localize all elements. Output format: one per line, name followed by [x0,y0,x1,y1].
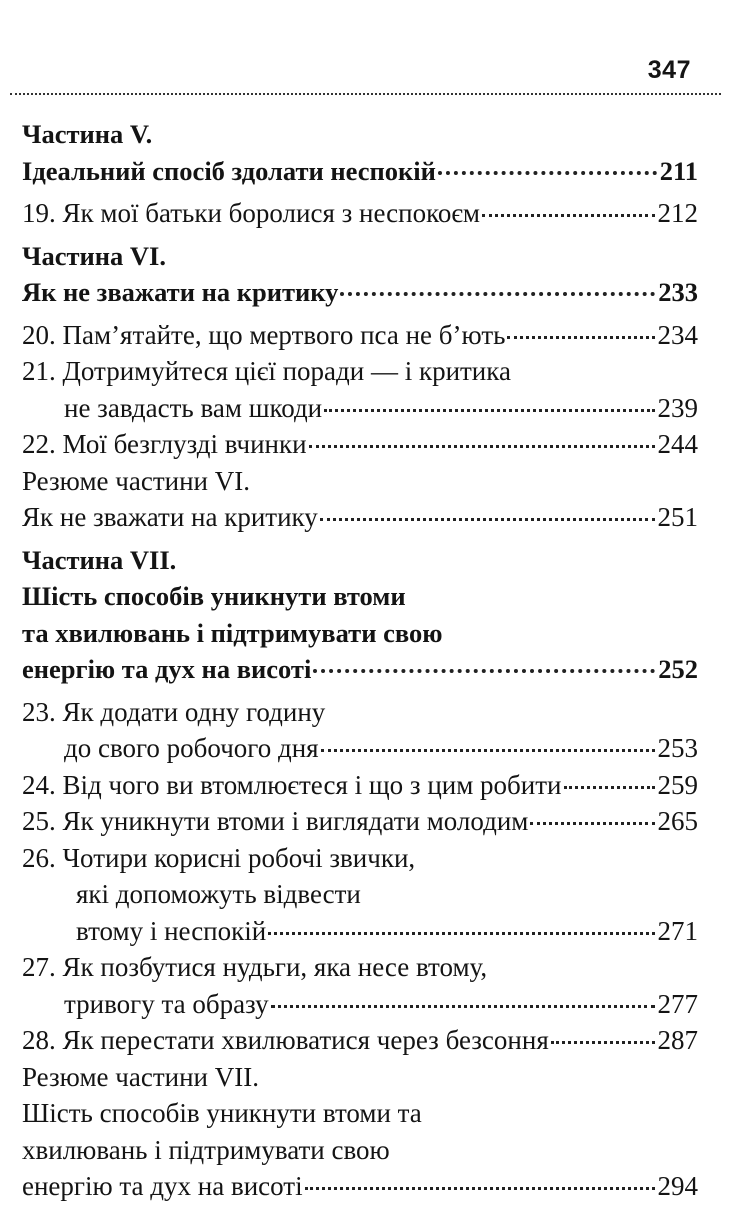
toc-entry [22,1132,698,1169]
toc-entry-page: 277 [657,988,698,1019]
toc-entry-title: 25. Як уникнути втоми і виглядати молодим [22,806,529,836]
toc-entry [22,153,698,190]
toc-entry-title: 19. Як мої батьки боролися з неспокоєм [22,198,480,228]
dot-leader [324,409,654,412]
page-number: 347 [647,56,691,84]
toc-entry-page: 271 [657,915,698,946]
toc-entry-title: Як не зважати на критику [22,502,318,532]
toc-entry-title: хвилювань і підтримувати свою [22,1134,390,1165]
header-dotted-rule [10,93,721,95]
toc-entry [22,767,698,804]
toc-entry-title: Як не зважати на критику [22,277,339,307]
toc-entry-page: 239 [657,392,698,423]
toc-entry [22,1059,698,1096]
toc-entry [22,913,698,950]
toc-entry [22,542,698,579]
toc-entry-title: не завдасть вам шкоди [64,392,323,423]
toc-entry-page: 294 [657,1171,698,1201]
toc-entry [22,1168,698,1205]
toc-entry-page: 265 [657,806,698,836]
toc-entry [22,986,698,1023]
toc-entry-page: 234 [657,319,698,350]
dot-leader [268,932,654,935]
toc-entry-title: та хвилювань і підтримувати свою [22,617,443,648]
toc-entry-title: до свого робочого дня [64,733,319,763]
dot-leader [320,518,655,521]
toc-entry-page: 233 [658,277,698,307]
toc-entry [22,694,698,731]
toc-entry-title: які допоможуть відвести [76,879,361,909]
toc-entry-title: Шість способів уникнути втоми [22,581,406,611]
dot-leader [530,822,654,825]
toc-entry-page: 211 [659,155,698,186]
toc-entry-page: 212 [657,198,698,228]
toc-entry-title: Резюме частини VII. [22,1061,259,1092]
toc-entry [22,876,698,913]
toc-entry [22,195,698,232]
dot-leader [321,749,655,752]
toc-entry-title: 23. Як додати одну годину [22,696,326,727]
toc-entry-title: Ідеальний спосіб здолати неспокій [22,155,436,186]
toc-entry-title: енергію та дух на висоті [22,1171,303,1201]
toc-entry [22,426,698,463]
toc-entry-title: 22. Мої безглузді вчинки [22,429,307,459]
toc-entry-page: 287 [657,1025,698,1055]
toc-entry-title: 21. Дотримуйтеся цієї поради — і критика [22,356,511,386]
toc-entry-title: 26. Чотири корисні робочі звички, [22,842,416,873]
toc-entry [22,615,698,652]
dot-leader [507,336,654,339]
toc-entry-title: 20. Пам’ятайте, що мертвого пса не б’ють [22,319,506,350]
toc-entry [22,1022,698,1059]
toc-entry-page: 244 [657,429,698,459]
toc-entry [22,274,698,311]
toc-entry [22,317,698,354]
toc-entry-title: Частина V. [22,119,153,149]
dot-leader [551,1041,655,1044]
toc-entry [22,390,698,427]
toc-entry [22,803,698,840]
toc-entry [22,578,698,615]
table-of-contents [22,116,698,1205]
toc-entry-title: 28. Як перестати хвилюватися через безсоння [22,1025,549,1055]
dot-leader [340,292,655,296]
toc-entry [22,949,698,986]
toc-entry [22,116,698,153]
toc-entry [22,499,698,536]
toc-entry [22,730,698,767]
toc-entry-title: Частина VI. [22,240,166,271]
toc-entry [22,353,698,390]
dot-leader [482,214,655,217]
toc-entry-title: енергію та дух на висоті [22,654,312,684]
toc-entry [22,238,698,275]
toc-entry-title: 24. Від чого ви втомлюєтеся і що з цим робити [22,769,562,800]
dot-leader [438,171,657,175]
toc-entry-title: тривогу та образу [64,988,269,1019]
toc-entry-title: втому і неспокій [76,915,267,946]
toc-entry-title: Шість способів уникнути втоми та [22,1098,422,1128]
dot-leader [305,1187,655,1190]
toc-entry-page: 251 [657,502,698,532]
dot-leader [309,445,655,448]
toc-entry-title: Частина VII. [22,544,177,575]
toc-entry [22,840,698,877]
toc-entry [22,651,698,688]
dot-leader [313,669,655,673]
toc-entry [22,463,698,500]
toc-entry-title: 27. Як позбутися нудьги, яка несе втому, [22,952,488,982]
toc-entry [22,1095,698,1132]
dot-leader [271,1005,655,1008]
toc-entry-page: 253 [657,733,698,763]
toc-entry-title: Резюме частини VI. [22,465,250,496]
toc-entry-page: 259 [657,769,698,800]
dot-leader [564,786,655,789]
toc-entry-page: 252 [658,654,698,684]
